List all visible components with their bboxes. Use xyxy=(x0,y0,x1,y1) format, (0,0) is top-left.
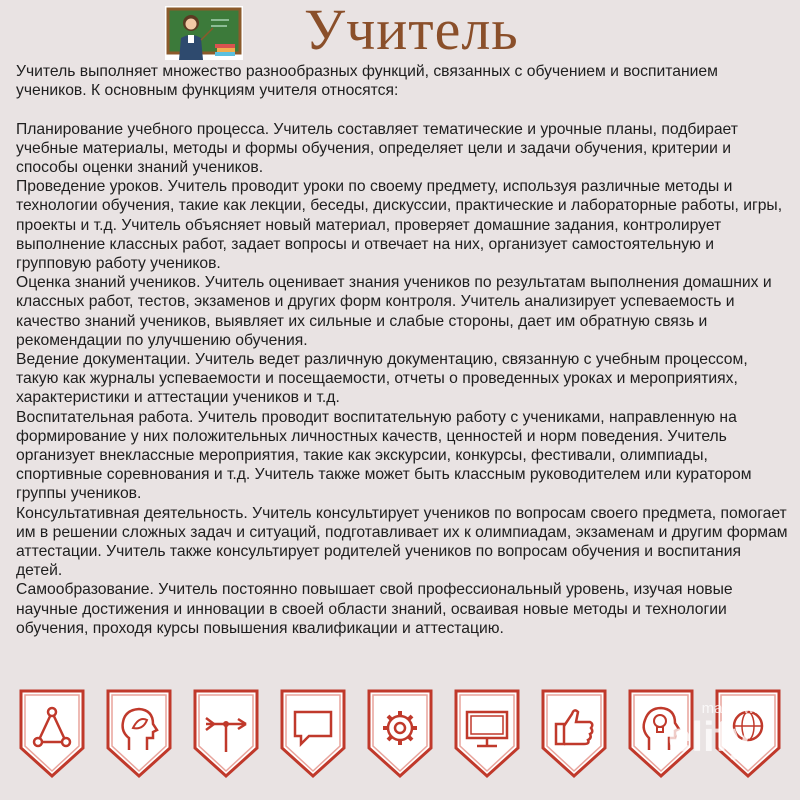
gear-icon xyxy=(366,688,434,780)
watermark-top: made with xyxy=(701,700,770,717)
paragraph-assessment: Оценка знаний учеников. Учитель оценивает знания учеников по результатам выполнения домашних и классных работ, тестов, экзаменов и других форм контроля. Учитель анализирует успеваемость и качество знаний учеников, выявляет их сильные и слабые стороны, дает им обратную связь и рекомендации по улучшению обучения. xyxy=(16,274,772,349)
monitor-icon xyxy=(453,688,521,780)
weathervane-icon xyxy=(192,688,260,780)
paragraph-documentation: Ведение документации. Учитель ведет различную документацию, связанную с учебным процессом, такую как журналы успеваемости и посещаемости, отчеты о проведенных уроках и мероприятиях, характеристики и аттестации учеников и т.д. xyxy=(16,351,748,407)
paragraph-self-education: Самообразование. Учитель постоянно повышает свой профессиональный уровень, изучая новые научные достижения и инновации в своей области знаний, осваивая новые методы и технологии обучения, проходя курсы повышения квалификации и аттестацию. xyxy=(16,581,733,637)
paragraph-consulting: Консультативная деятельность. Учитель консультирует учеников по вопросам своего предмета, помогает им в решении сложных задач и ситуаций, подготавливает их к олимпиадам, экзаменам и другим формам аттестации. Учитель также консультирует родителей учеников по вопросам обучения и воспитания детей. xyxy=(16,504,788,580)
watermark-logo: elify xyxy=(668,713,753,760)
header xyxy=(0,0,800,62)
article-body xyxy=(16,62,788,638)
head-leaf-icon xyxy=(105,688,173,780)
speech-bubble-icon xyxy=(279,688,347,780)
triangle-network-icon xyxy=(18,688,86,780)
watermark xyxy=(668,700,788,760)
paragraph-lessons: Проведение уроков. Учитель проводит уроки по своему предмету, используя различные методы и технологии обучения, такие как лекции, беседы, дискуссии, практические и лабораторные работы, игры, проекты и т.д. Учитель объясняет новый материал, проверяет домашние задания, контролирует выполнение классных работ, задает вопросы и отвечает на них, организует самостоятельную и групповую работу учеников. xyxy=(16,178,783,273)
intro-paragraph: Учитель выполняет множество разнообразных функций, связанных с обучением и воспитанием учеников. К основным функциям учителя относятся: xyxy=(16,63,718,100)
thumbs-up-icon xyxy=(540,688,608,780)
page-title: Учитель xyxy=(304,0,519,62)
paragraph-planning: Планирование учебного процесса. Учитель составляет тематические и урочные планы, подбирает учебные материалы, методы и формы обучения, определяет цели и задачи обучения, критерии и способы оценки знаний учеников. xyxy=(16,120,738,176)
teacher-illustration-icon xyxy=(165,6,243,60)
paragraph-upbringing: Воспитательная работа. Учитель проводит воспитательную работу с учениками, направленную на формирование у них положительных личностных качеств, ценностей и норм поведения. Учитель организует внеклассные мероприятия, такие как экскурсии, конкурсы, фестивали, олимпиады, спортивные соревнования и т.д. Учитель также может быть классным руководителем или куратором группы учеников. xyxy=(16,408,752,503)
